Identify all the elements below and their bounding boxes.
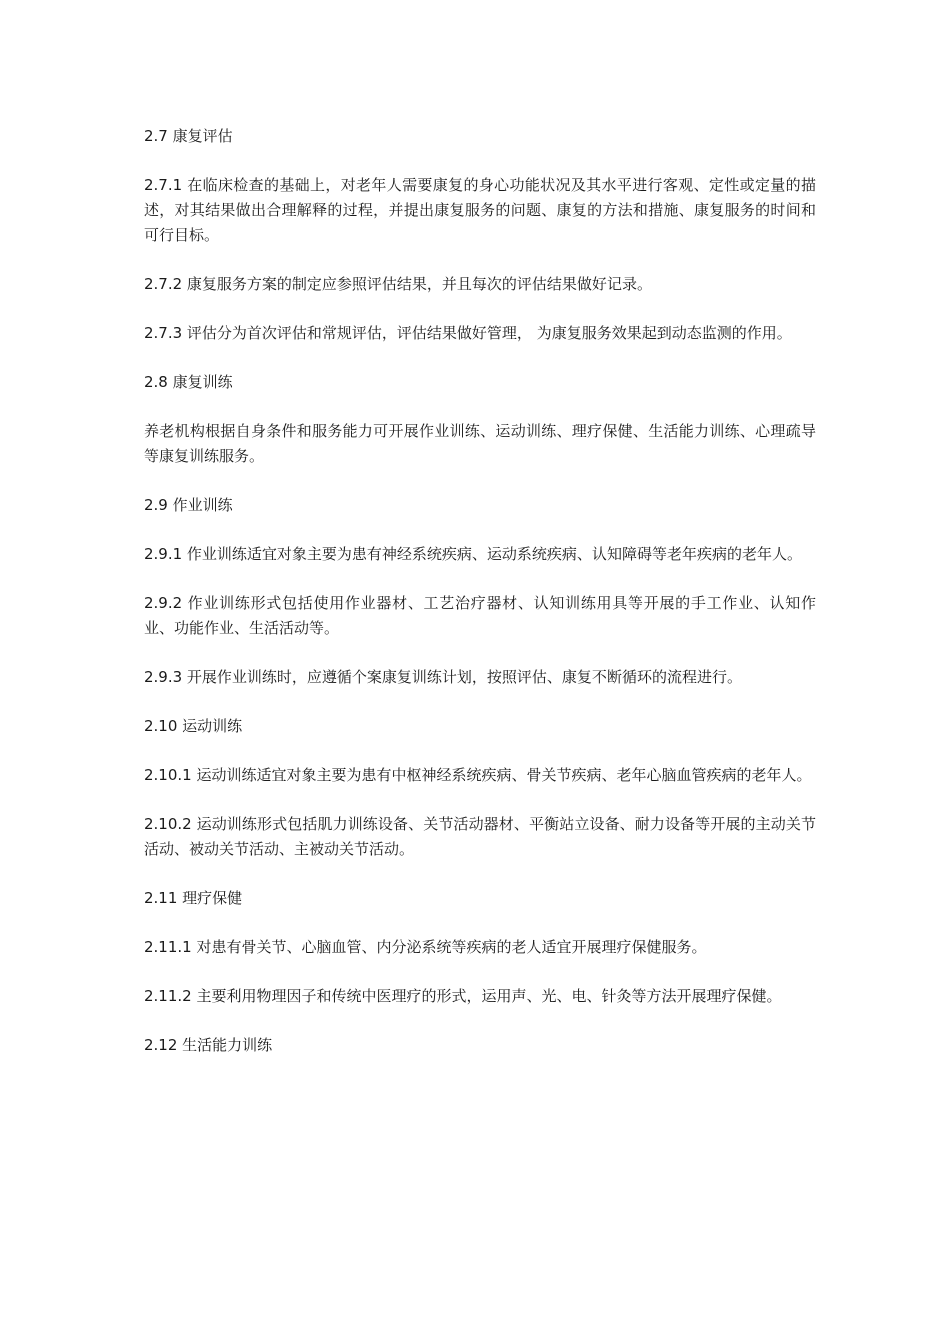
- paragraph-2-10-2: 2.10.2 运动训练形式包括肌力训练设备、关节活动器材、平衡站立设备、耐力设备等开展的主动关节活动、被动关节活动、主被动关节活动。: [144, 815, 816, 858]
- section-heading-2-7: 2.7 康复评估: [144, 127, 233, 145]
- paragraph-2-7-2: 2.7.2 康复服务方案的制定应参照评估结果，并且每次的评估结果做好记录。: [144, 275, 652, 293]
- paragraph-2-9-1: 2.9.1 作业训练适宜对象主要为患有神经系统疾病、运动系统疾病、认知障碍等老年疾病的老年人。: [144, 545, 802, 563]
- paragraph-2-10-1: 2.10.1 运动训练适宜对象主要为患有中枢神经系统疾病、骨关节疾病、老年心脑血管疾病的老年人。: [144, 766, 812, 784]
- section-heading-2-8: 2.8 康复训练: [144, 373, 233, 391]
- paragraph-2-9-3: 2.9.3 开展作业训练时，应遵循个案康复训练计划，按照评估、康复不断循环的流程进行。: [144, 668, 742, 686]
- section-heading-2-11: 2.11 理疗保健: [144, 889, 243, 907]
- paragraph-2-7-1: 2.7.1 在临床检查的基础上，对老年人需要康复的身心功能状况及其水平进行客观、定性或定量的描述，对其结果做出合理解释的过程，并提出康复服务的问题、康复的方法和措施、康复服务的时间和可行目标。: [144, 176, 816, 244]
- paragraph-2-11-1: 2.11.1 对患有骨关节、心脑血管、内分泌系统等疾病的老人适宜开展理疗保健服务。: [144, 938, 707, 956]
- paragraph-2-9-2: 2.9.2 作业训练形式包括使用作业器材、工艺治疗器材、认知训练用具等开展的手工作业、认知作业、功能作业、生活活动等。: [144, 594, 816, 637]
- paragraph-2-7-3: 2.7.3 评估分为首次评估和常规评估，评估结果做好管理， 为康复服务效果起到动态监测的作用。: [144, 324, 792, 342]
- section-heading-2-10: 2.10 运动训练: [144, 717, 243, 735]
- section-heading-2-12: 2.12 生活能力训练: [144, 1036, 273, 1054]
- document-page: [144, 124, 816, 1082]
- paragraph-2-8-body: 养老机构根据自身条件和服务能力可开展作业训练、运动训练、理疗保健、生活能力训练、心理疏导等康复训练服务。: [144, 422, 816, 465]
- paragraph-2-11-2: 2.11.2 主要利用物理因子和传统中医理疗的形式，运用声、光、电、针灸等方法开展理疗保健。: [144, 987, 782, 1005]
- section-heading-2-9: 2.9 作业训练: [144, 496, 233, 514]
